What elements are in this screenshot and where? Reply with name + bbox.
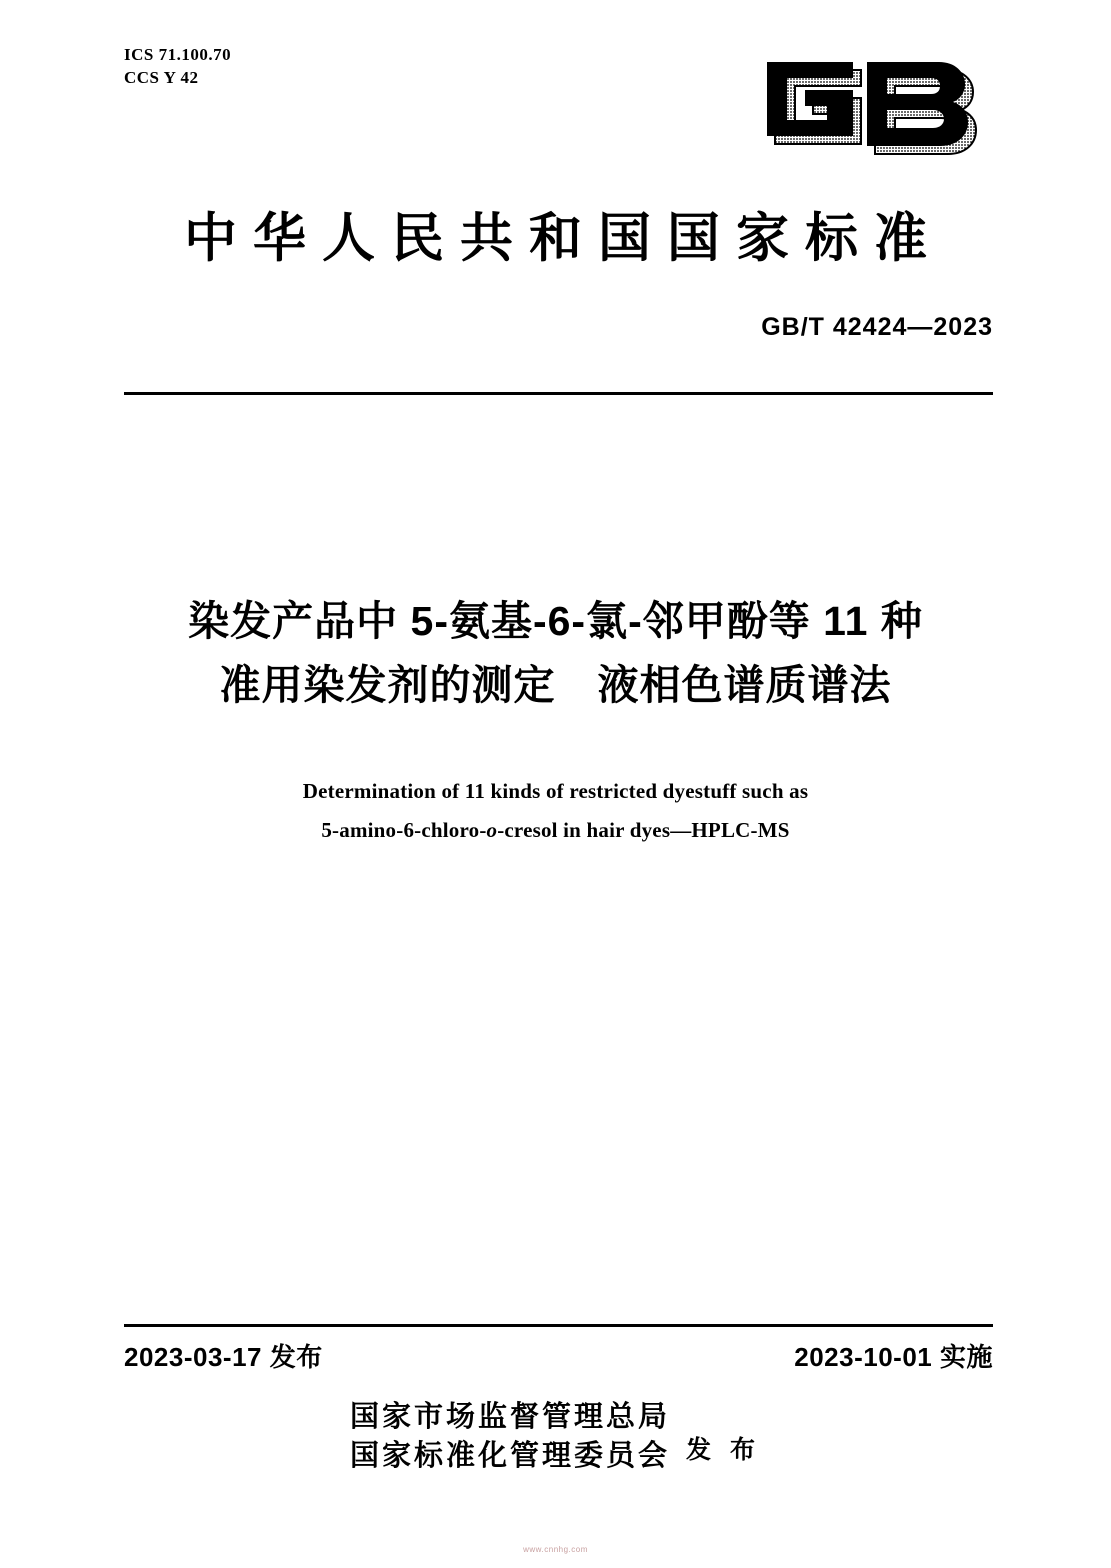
document-title-en-line2-post: -cresol in hair dyes—HPLC-MS bbox=[497, 817, 790, 842]
classification-codes bbox=[124, 44, 231, 90]
document-title-cn-line2: 准用染发剂的测定 液相色谱质谱法 bbox=[219, 661, 892, 708]
publisher-verb: 发 布 bbox=[686, 1436, 761, 1465]
implementation-date: 2023-10-01 实施 bbox=[794, 1342, 993, 1372]
publisher-block bbox=[0, 1398, 1111, 1476]
watermark: www.cnnhg.com bbox=[523, 1545, 588, 1554]
issue-date: 2023-03-17 发布 bbox=[124, 1342, 323, 1372]
gb-emblem-icon bbox=[763, 48, 993, 166]
document-title-en-line2-pre: 5-amino-6-chloro- bbox=[321, 817, 487, 842]
ics-code: ICS 71.100.70 bbox=[124, 45, 232, 64]
publisher-names bbox=[350, 1398, 670, 1476]
standard-number: GB/T 42424—2023 bbox=[761, 313, 993, 341]
divider-bottom bbox=[124, 1324, 993, 1327]
document-title-en-line2-italic: o bbox=[486, 817, 498, 842]
divider-top bbox=[124, 392, 993, 395]
document-title-cn-line1: 染发产品中 5-氨基-6-氯-邻甲酚等 11 种 bbox=[188, 598, 923, 644]
publisher-name-line2: 国家标准化管理委员会 bbox=[350, 1440, 671, 1473]
document-title-en bbox=[120, 772, 991, 850]
national-standard-title: 中华人民共和国国家标准 bbox=[184, 209, 943, 268]
ccs-code: CCS Y 42 bbox=[124, 67, 199, 87]
document-title-en-line2 bbox=[120, 811, 991, 850]
publisher-name-line1: 国家市场监督管理总局 bbox=[350, 1401, 671, 1433]
document-title-en-line1: Determination of 11 kinds of restricted dyestuff such as bbox=[302, 779, 809, 803]
document-title-cn bbox=[70, 590, 1041, 717]
